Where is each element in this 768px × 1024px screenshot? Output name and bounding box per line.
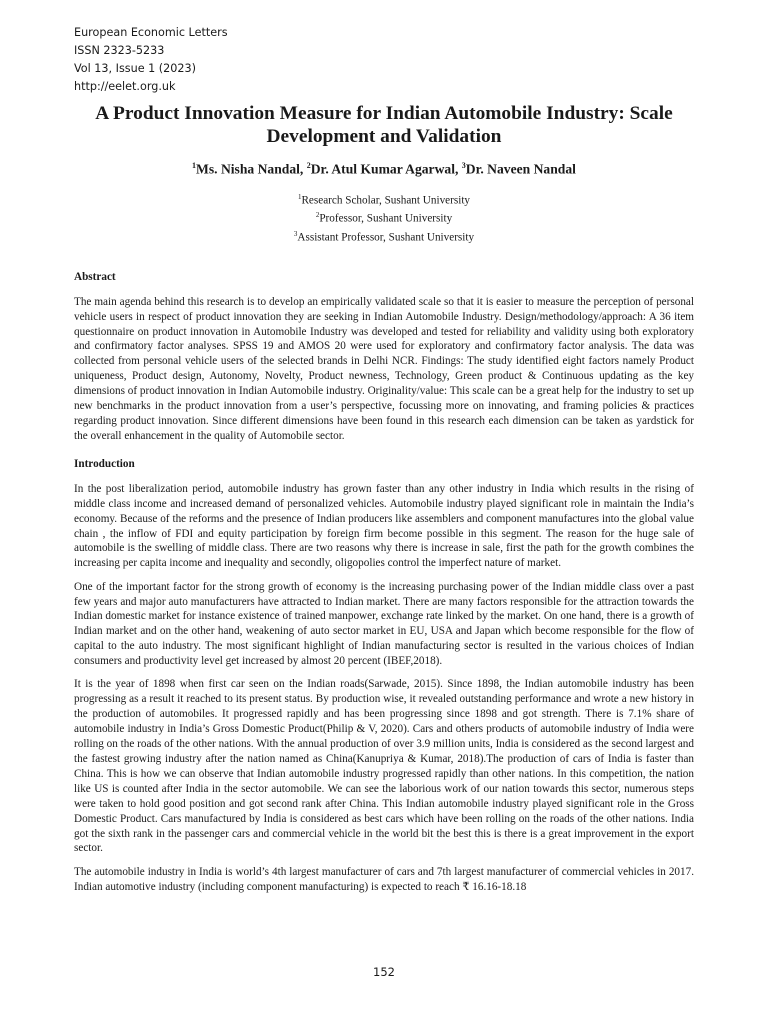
- intro-paragraph-4: The automobile industry in India is world’s 4th largest manufacturer of cars and 7th largest manufacturer of commercial vehicles in 2017. Indian automotive industry (including component manufacturing) is expected to reach ₹ 16.16-18.18: [74, 865, 694, 893]
- affiliation-2-text: Professor, Sushant University: [319, 213, 453, 225]
- abstract-heading: Abstract: [74, 270, 116, 283]
- journal-header: [74, 24, 694, 96]
- affiliation-2-sup: 2: [315, 211, 320, 220]
- author-2-sup: 2: [306, 161, 311, 170]
- affiliation-3-sup: 3: [293, 230, 298, 238]
- author-2-name: Dr. Atul Kumar Agarwal,: [310, 161, 462, 177]
- author-list: [74, 161, 694, 178]
- journal-name: European Economic Letters: [74, 26, 228, 39]
- author-1-sup: 1: [192, 161, 197, 170]
- journal-url[interactable]: http://eelet.org.uk: [74, 80, 176, 93]
- introduction-heading: Introduction: [74, 457, 135, 470]
- author-3-name: Dr. Naveen Nandal: [465, 161, 576, 177]
- journal-volume: Vol 13, Issue 1 (2023): [74, 62, 197, 75]
- intro-paragraph-1: In the post liberalization period, automobile industry has grown faster than any other industry in India which results in the rising of middle class income and increased demand of personalized vehicles. Automobile industry played significant role in maintain the India’s economy. Because of the reforms and the presence of Indian producers like assemblers and component manufactures into the global value chain , the inflow of FDI and equity participation by foreign firm become possible in this segment. The reason for the huge sale of automobile is the swelling of middle class. There are two reasons why there is increase in sale, first the path for the growth combines the increasing per capita income and inequality and secondly, oligopolies control the imperfect nature of market.: [74, 482, 694, 570]
- intro-paragraph-3: It is the year of 1898 when first car seen on the Indian roads(Sarwade, 2015). Since 1898, the Indian automobile industry has been progressing as a result it reached to its present status. By production wise, it revealed outstanding performance and wrote a new history in the production of automobiles. It progressed rapidly and has been progressing since 1898 and got strength. There is 7.1% share of automobile industry in India’s Gross Domestic Product(Philip & V, 2020). Cars and others products of automobile industry of India were rolling on the roads of the other nations. With the annual production of over 3.9 million units, India is considered as the second largest and the fastest growing industry after the nation named as China(Kanupriya & Kumar, 2018).The production of cars of India is faster than China. This is how we can observe that Indian automobile industry progressed rapidly than other nations. In this competition, the nation like US is counted after India in the sector automobile. We can see the laborious work of our nation towards this sector, numerous steps were taken to hold good position and got second rank after China. This Indian automobile industry played significant role in the Gross Domestic Product. Cars manufactured by India is considered as best cars which have been rolling on the roads of the other nations. India got the sixth rank in the passenger cars and commercial vehicle in the world bit the best this is there is a great improvement in the export sector.: [74, 678, 694, 855]
- affiliations: [74, 190, 694, 246]
- journal-issn: ISSN 2323-5233: [74, 44, 165, 57]
- author-1-name: Ms. Nisha Nandal,: [196, 161, 307, 177]
- affiliation-1-sup: 1: [297, 192, 302, 201]
- paper-title: A Product Innovation Measure for Indian Automobile Industry: Scale Development and Validation: [95, 103, 673, 147]
- page-number: 152: [373, 965, 395, 979]
- affiliation-3: [74, 227, 694, 246]
- affiliation-2: [74, 208, 694, 227]
- affiliation-3-text: Assistant Professor, Sushant University: [297, 231, 475, 244]
- affiliation-1: [74, 190, 694, 209]
- author-3-sup: 3: [461, 161, 466, 170]
- intro-paragraph-2: One of the important factor for the strong growth of economy is the increasing purchasing power of the Indian middle class over a past few years and major auto manufacturers have attracted to Indian market. There are many factors responsible for the attraction towards the Indian domestic market for instance existence of trained manpower, exchange rate linked by the market. On one hand, there is a growth of Indian market and on the other hand, weakening of auto sector market in EU, USA and Japan which become responsible for the flow of capital to the auto industry. The most significant highlight of Indian manufacturing sector is resulted in the various choices of Indian consumers and productivity level get increased by almost 20 percent (IBEF,2018).: [74, 580, 694, 668]
- affiliation-1-text: Research Scholar, Sushant University: [301, 194, 471, 207]
- abstract-text: The main agenda behind this research is to develop an empirically validated scale so that it is easier to measure the perception of personal vehicle users in respect of product innovation they are seeking in Indian Automobile Industry. Design/methodology/approach: A 36 item questionnaire on product innovation in Automobile Industry was developed and tested for reliability and validity using both exploratory and confirmatory factor analyses. SPSS 19 and AMOS 20 were used for exploratory and confirmatory factor analysis. The data was collected from personal vehicle users of the selected brands in Delhi NCR. Findings: The study identified eight factors namely Product uniqueness, Product design, Autonomy, Novelty, Product newness, Technology, Green product & Continuous updating as the key dimensions of product innovation in Indian Automobile industry. Originality/value: This scale can be a great help for the industry to set up new benchmarks in the product innovation from a user’s perspective, focussing more on innovating, and framing policies & practices regarding product innovation. Since different dimensions have been found in this research each dimension can be taken as yardstick for the overall enhancement in the quality of Automobile sector.: [74, 295, 694, 442]
